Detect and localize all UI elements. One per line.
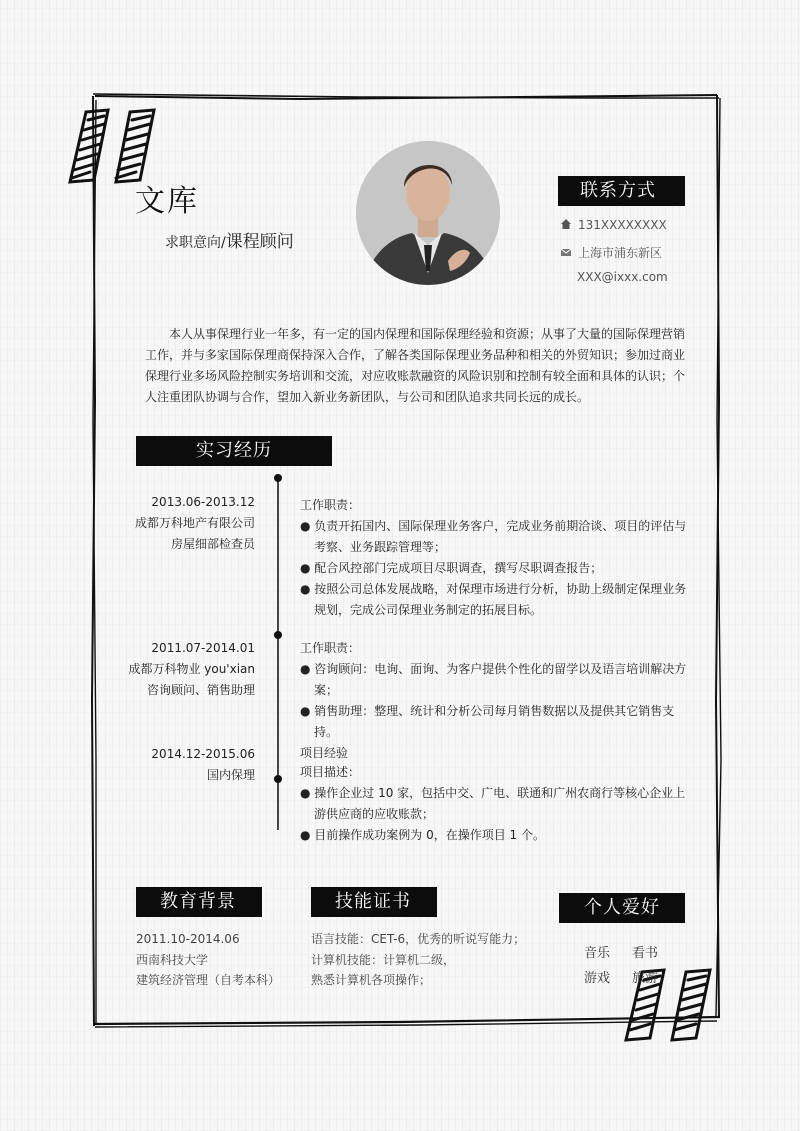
experience-period: 2011.07-2014.01 — [151, 641, 255, 655]
hobby-item: 看书 — [632, 946, 659, 961]
detail-heading: 工作职责： — [300, 498, 361, 512]
job-intent — [165, 227, 294, 252]
hobby-item: 游戏 — [584, 971, 611, 986]
experience-detail — [300, 495, 690, 621]
contact-phone: 131XXXXXXXX — [560, 218, 667, 232]
experience-meta — [135, 492, 255, 555]
education-major: 建筑经济管理（自考本科） — [136, 973, 281, 987]
detail-bullet: ● 负责开拓国内、国际保理业务客户，完成业务前期洽谈、项目的评估与考察、业务跟踪管理等； — [300, 519, 687, 554]
contact-address: 上海市浦东新区 — [560, 244, 662, 261]
experience-period: 2013.06-2013.12 — [151, 495, 255, 509]
self-summary: 本人从事保理行业一年多，有一定的国内保理和国际保理经验和资源；从事了大量的国际保理营销工作，并与多家国际保理商保持深入合作，了解各类国际保理业务品种和相关的外贸知识；参加过商业保理行业多场风险控制实务培训和交流，对应收账款融资的风险识别和控制有较全面和具体的认识；个人注重团队协调与合作，望加入新业务新团队，与公司和团队追求共同长远的成长。 — [145, 327, 686, 404]
detail-bullet: ● 销售助理：整理、统计和分析公司每月销售数据以及提供其它销售支持。 — [300, 704, 675, 739]
experience-period: 2014.12-2015.06 — [151, 747, 255, 761]
detail-footer: 项目经验 — [300, 746, 349, 760]
hobby-item: 音乐 — [584, 946, 611, 961]
experience-meta — [128, 638, 255, 701]
experience-company: 国内保理 — [206, 768, 255, 782]
contact-heading: 联系方式 — [558, 176, 685, 206]
experience-position: 房屋细部检查员 — [170, 537, 255, 551]
detail-bullet: ● 按照公司总体发展战略，对保理市场进行分析，协助上级制定保理业务规划，完成公司保理业务制定的拓展目标。 — [300, 582, 687, 617]
job-intent-label: 求职意向/ — [165, 235, 226, 251]
job-intent-role: 课程顾问 — [225, 232, 294, 252]
skill-line: 计算机技能：计算机二级， — [311, 953, 456, 967]
detail-bullet: ● 咨询顾问：电询、面询、为客户提供个性化的留学以及语言培训解决方案； — [300, 662, 687, 697]
candidate-name: 文库 — [135, 184, 199, 219]
phone-icon — [560, 218, 572, 230]
timeline-dot — [274, 631, 282, 639]
hobbies-heading: 个人爱好 — [559, 893, 685, 923]
experience-heading: 实习经历 — [136, 436, 332, 466]
detail-heading: 工作职责： — [300, 641, 361, 655]
experience-position: 咨询顾问、销售助理 — [146, 683, 255, 697]
experience-company: 成都万科地产有限公司 — [134, 516, 255, 530]
detail-bullet: ● 操作企业过 10 家，包括中交、广电、联通和广州农商行等核心企业上游供应商的应收账款； — [300, 786, 686, 821]
skill-line: 语言技能：CET-6，优秀的听说写能力； — [311, 932, 526, 946]
portrait-photo — [356, 141, 500, 285]
experience-meta — [151, 744, 255, 786]
education-school: 西南科技大学 — [136, 953, 209, 967]
experience-company: 成都万科物业 you'xian — [128, 662, 255, 676]
timeline-dot — [274, 474, 282, 482]
timeline-dot — [274, 775, 282, 783]
skills-heading: 技能证书 — [311, 887, 437, 917]
experience-detail — [300, 762, 690, 846]
mail-icon — [560, 246, 572, 258]
contact-email: XXX@ixxx.com — [577, 270, 668, 284]
skill-line: 熟悉计算机各项操作； — [311, 973, 432, 987]
detail-bullet: ● 配合风控部门完成项目尽职调查，撰写尽职调查报告； — [300, 561, 603, 575]
education-heading: 教育背景 — [136, 887, 262, 917]
detail-heading: 项目描述： — [300, 765, 361, 779]
detail-bullet: ● 目前操作成功案例为 0，在操作项目 1 个。 — [300, 828, 545, 842]
experience-detail — [300, 638, 690, 764]
education-period: 2011.10-2014.06 — [136, 932, 240, 946]
hobby-item: 旅游 — [632, 971, 659, 986]
